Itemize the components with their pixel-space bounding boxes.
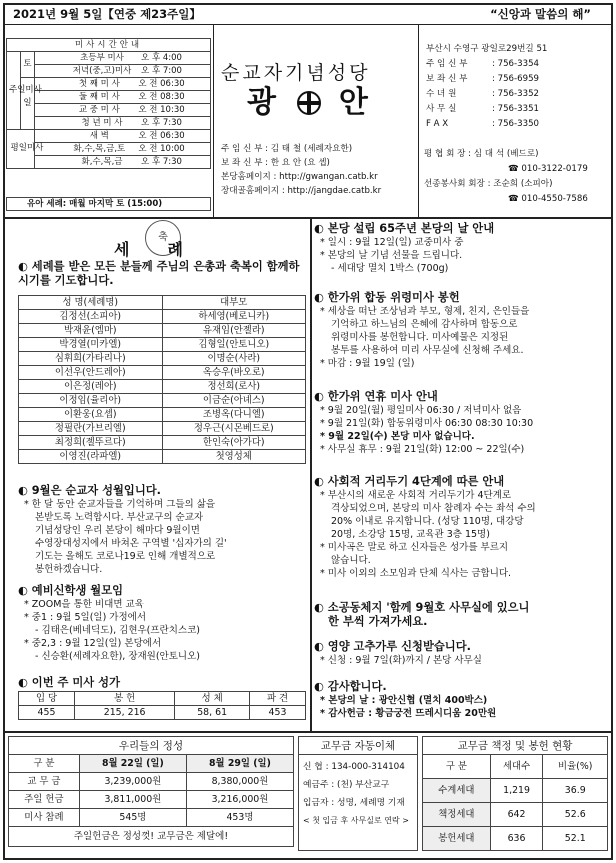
hymn-table: 입 당 봉 헌 성 체 파 견 455 215, 216 58, 61 453 <box>18 691 306 720</box>
offering-note: 주일헌금은 정성껏! 교무금은 제달에! <box>8 827 294 847</box>
mass-row: 둘 째 미 사 오 전 08:30 <box>35 91 211 104</box>
thanks-section: ◐ 감사합니다. * 본당의 날 : 광안신협 (멸치 400박스) * 감사헌금 : 황금궁전 뜨레시디움 20만원 <box>314 680 497 720</box>
header-vdivider-2 <box>418 25 419 217</box>
mass-row: 화,수,목,금,토 오 전 10:00 <box>35 143 211 156</box>
mass-row: 저녁(중,고)미사 오 후 7:00 <box>35 65 211 78</box>
community-magazine-section: ◐ 소공동체지 '함께 9월호 사무실에 있으니 한 부씩 가져가세요. <box>314 601 530 629</box>
office-contacts: 부산시 수영구 광일로29번길 51 주 임 신 부 : 756-3354 보 좌 신 부 : 756-6959 수 녀 원 : 756-3352 사 무 실 : 756-3351 F A X : 756-3350 <box>426 44 548 129</box>
offering-table: 구 분 8월 22일 (일) 8월 29일 (일) 교 무 금 3,239,000원 8,380,000원 주일 헌금 3,811,000원 3,216,000원 미사 참례 545명 453명 <box>8 754 294 827</box>
mass-table <box>6 38 211 169</box>
offering-status-box: 교무금 책정 및 봉헌 현황 구 분 세대수 비율(%) 수계세대 1,219 36.9 책정세대 642 52.6 봉헌세대 636 52.1 <box>422 736 608 851</box>
mass-row: 화,수,목,금 오 후 7:30 <box>35 156 211 169</box>
preseminarian-section: ◐ 예비신학생 월모임 * ZOOM을 통한 비대면 교육 * 중1 : 9월 5일(일) 가정에서 - 김태은(베네딕도), 김현우(프란치스코) * 중2,3 : 9월 12일(일) 본당에서 - 신승환(세례자요한), 장재원(안토니오) <box>18 584 200 663</box>
table-row: 최정희(젤뚜르다) 한인숙(아가다) <box>19 436 306 450</box>
footer-divider <box>3 731 613 733</box>
bulletin-date: 2021년 9월 5일【연중 제23주일】 <box>13 7 201 21</box>
holiday-mass-section: ◐ 한가위 연휴 미사 안내 * 9월 20일(월) 평일미사 06:30 / 저녁미사 없음 * 9월 21일(화) 합동위령미사 06:30 08:30 10:30 * 9월 22일(수) 본당 미사 없습니다. * 사무실 휴무 : 9월 21일(화) 12:00 ~ 22일(수) <box>314 390 534 456</box>
lay-leaders: 평 협 회 장 : 심 대 석 (베드로) ☎ 010-3122-0179 선종봉사회 회장 : 조순희 (소피아) ☎ 010-4550-7586 <box>424 149 588 204</box>
header-vdivider-1 <box>213 25 214 217</box>
saturday-label: 토 <box>21 52 35 78</box>
table-row: 이선우(안드레아) 옥승우(바오로) <box>19 366 306 380</box>
mass-row: 초등부 미사 오 후 4:00 <box>35 52 211 65</box>
table-row: 이환웅(요셉) 조병옥(다니엘) <box>19 408 306 422</box>
table-row: 이영진(라파엘) 첫영성체 <box>19 450 306 464</box>
status-table: 구 분 세대수 비율(%) 수계세대 1,219 36.9 책정세대 642 52.6 봉헌세대 636 52.1 <box>422 754 608 851</box>
mass-row: 청 년 미 사 오 후 7:30 <box>35 117 211 130</box>
distancing-section: ◐ 사회적 거리두기 4단계에 따른 안내 * 부산시의 새로운 사회적 거리두기가 4단계로 격상되었으며, 본당의 미사 참례자 수는 좌석 수의 20% 이내로 유지합니다. (성당 110명, 대강당 20명, 소강당 15명, 교육관 3층 15명) * 미사곡은 말로 하고 신자들은 성가를 부르지 않습니다. * 미사 이외의 소모임과 단체 식사는 금합니다. <box>314 475 536 580</box>
jangdae-homepage-link[interactable]: 장대골홈페이지 : http://jangdae.catb.kr <box>221 186 382 196</box>
table-row: 이은정(레아) 정선희(로사) <box>19 380 306 394</box>
infant-baptism-note: 유아 세례: 매월 마지막 토 (15:00) <box>6 197 211 211</box>
mass-title: 미사시간안내 <box>7 39 211 52</box>
table-row: 김정선(소피아) 하세영(베로니카) <box>19 310 306 324</box>
table-row: 박재윤(엠마) 유재임(안젤라) <box>19 324 306 338</box>
parish-day-section: ◐ 본당 설립 65주년 본당의 날 안내 * 일시 : 9월 12일(일) 교중미사 중 * 본당의 날 기념 선물을 드립니다. - 세대당 멸치 1박스 (700g) <box>314 222 495 275</box>
mass-row: 첫 째 미 사 오 전 06:30 <box>35 78 211 91</box>
top-bar <box>3 3 613 25</box>
church-name: 순교자기념성당 <box>221 62 371 84</box>
parish-name: 광 안 <box>247 85 372 120</box>
parish-homepage-link[interactable]: 본당홈페이지 : http://gwangan.catb.kr <box>221 172 378 182</box>
weekday-mass-label: 평일미사 <box>7 130 35 169</box>
baptism-message: ◐ 세례를 받은 모든 분들께 주님의 은총과 축복이 함께하시기를 기도합니다. <box>18 260 300 287</box>
sunday-label: 일 <box>21 78 35 130</box>
martyr-month-section: ◐ 9월은 순교자 성월입니다. * 한 달 동안 순교자들을 기억하며 그들의 삶을 본받도록 노력합시다. 부산교구의 순교자 기념성당인 우리 본당이 해마다 9월이면 수영장대성지에서 바쳐온 구역별 '십자가의 길' 기도는 올해도 코로나19로 인해 개별적으로 봉헌하겠습니다. <box>18 484 227 576</box>
header-divider <box>3 217 613 219</box>
hymn-section: ◐ 이번 주 미사 성가 입 당 봉 헌 성 체 파 견 455 215, 216 58, 61 453 <box>18 676 310 720</box>
celebration-emblem-icon: 축 <box>145 220 181 256</box>
chili-powder-section: ◐ 영양 고추가루 신청받습니다. * 신청 : 9월 7일(화)까지 / 본당 사무실 <box>314 640 482 667</box>
table-row: 심휘희(가타리나) 이명순(사라) <box>19 352 306 366</box>
sunday-mass-label: 주일미사 <box>7 52 21 130</box>
table-row: 이정임(율리아) 이금순(아녜스) <box>19 394 306 408</box>
memorial-mass-section: ◐ 한가위 합동 위령미사 봉헌 * 세상을 떠난 조상님과 부모, 형제, 친지, 은인들을 기억하고 하느님의 은혜에 감사하며 합동으로 위령미사를 봉헌합니다. 미사예물은 지정된 봉투를 사용하여 미리 사무실에 신청해 주세요. * 마감 : 9월 19일 (일) <box>314 291 530 370</box>
offering-box: 우리들의 정성 구 분 8월 22일 (일) 8월 29일 (일) 교 무 금 3,239,000원 8,380,000원 주일 헌금 3,811,000원 3,216,000원 미사 참례 545명 453명 주일헌금은 정성껏! 교무금은 제달에! <box>8 736 294 847</box>
baptism-table: 성 명(세례명) 대부모 김정선(소피아) 하세영(베로니카) 박재윤(엠마) 유재임(안젤라) 박경열(미카엘) 김형일(안토니오) 심휘희(가타리나) 이명순(사라) 이선우(안드레아) 옥승우(바오로) 이은정(레아) 정선희(로사) 이정임(율리아) 이금순(아녜스) 이환웅(요셉) 조병옥(다니엘) 정필란(가브리엘) 정우근(시몬베드로) 최정희(젤뚜르다) 한인숙(아가다) 이영진(라파엘) 첫영성체 <box>18 295 306 464</box>
mass-row: 교 중 미 사 오 전 10:30 <box>35 104 211 117</box>
year-motto: “신앙과 말씀의 해” <box>490 7 591 21</box>
table-row: 정필란(가브리엘) 정우근(시몬베드로) <box>19 422 306 436</box>
clergy-info: 주 임 신 부 : 김 태 철 (세례자요한) 보 좌 신 부 : 한 요 안 (요 셉) 본당홈페이지 : http://gwangan.catb.kr 장대골홈페이지 : http://jangdae.catb.kr <box>221 144 382 196</box>
baptism-title: 세례 <box>114 240 221 259</box>
mass-row: 새 벽 오 전 06:30 <box>35 130 211 143</box>
auto-transfer-box: 교무금 자동이체 신 협 : 134-000-314104 예금주 : (천) 부산교구 입금자 : 성명, 세례명 기재 < 첫 입금 후 사무실로 연락 > <box>298 736 418 851</box>
column-divider <box>310 218 312 731</box>
parish-emblem-icon <box>294 90 324 116</box>
table-row: 박경열(미카엘) 김형일(안토니오) <box>19 338 306 352</box>
